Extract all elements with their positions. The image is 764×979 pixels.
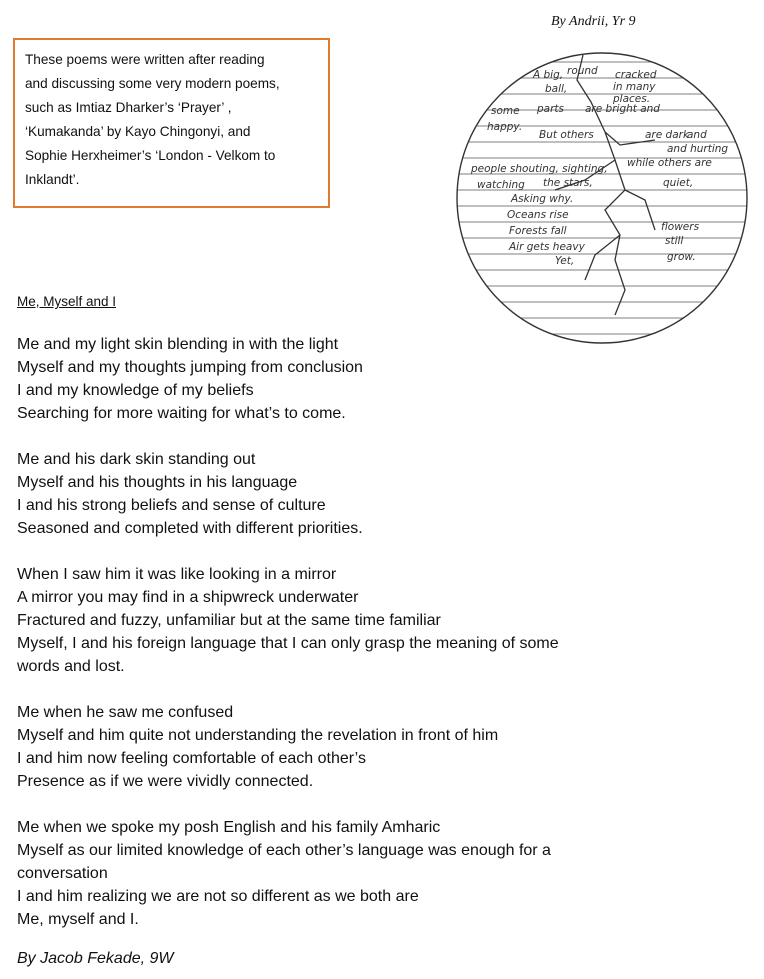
poem-line: Myself as our limited knowledge of each other’s language was enough for a	[17, 842, 551, 859]
hw-word: round	[567, 65, 598, 77]
poem-line: Presence as if we were vividly connected.	[17, 773, 314, 790]
stanza	[17, 816, 627, 931]
intro-line: These poems were written after reading	[25, 52, 265, 67]
poem-line: Fractured and fuzzy, unfamiliar but at the same time familiar	[17, 612, 441, 629]
cracked-ball-drawing	[455, 40, 764, 360]
intro-box	[13, 38, 330, 208]
hw-word: in many	[613, 81, 656, 93]
poem-line: Myself and him quite not understanding the revelation in front of him	[17, 727, 499, 744]
hw-word: people shouting, sighting,	[471, 163, 608, 175]
hw-word: cracked	[615, 69, 657, 81]
hw-word: Oceans rise	[507, 209, 569, 221]
hw-word: and hurting	[667, 143, 729, 155]
intro-line: Inklandt’.	[25, 172, 80, 187]
hw-word: are dark	[645, 129, 690, 141]
hw-word: grow.	[667, 251, 696, 263]
hw-word: ball,	[545, 83, 568, 95]
poem-line: Myself, I and his foreign language that I can only grasp the meaning of some	[17, 635, 559, 652]
stanza	[17, 333, 627, 425]
stanza	[17, 701, 627, 793]
poem-line: A mirror you may find in a shipwreck underwater	[17, 589, 359, 606]
hw-word: Air gets heavy	[509, 241, 585, 253]
poem-line: Me and his dark skin standing out	[17, 451, 256, 468]
poem-line: Me and my light skin blending in with the light	[17, 336, 339, 353]
drawing-attribution: By Andrii, Yr 9	[551, 14, 636, 29]
hw-word: some	[491, 105, 520, 117]
poem-line: Seasoned and completed with different priorities.	[17, 520, 363, 537]
hw-word: Forests fall	[509, 225, 567, 237]
poem-line: Myself and his thoughts in his language	[17, 474, 298, 491]
hw-word: while others are	[627, 157, 712, 169]
poem-line: Me when we spoke my posh English and his family Amharic	[17, 819, 441, 836]
poem-line: I and my knowledge of my beliefs	[17, 382, 254, 399]
poem-line: Me when he saw me confused	[17, 704, 234, 721]
hw-word: and	[687, 129, 707, 141]
hw-word: parts	[537, 103, 565, 115]
poem-line: conversation	[17, 865, 108, 882]
intro-line: ‘Kumakanda’ by Kayo Chingonyi, and	[25, 124, 251, 139]
poem-line: Me, myself and I.	[17, 911, 139, 928]
hw-word: places.	[613, 93, 651, 105]
hw-word: watching	[477, 179, 525, 191]
hw-word: But others	[539, 129, 594, 141]
poem-line: When I saw him it was like looking in a mirror	[17, 566, 337, 583]
hw-word: still	[665, 235, 684, 247]
stanza	[17, 448, 627, 540]
hw-word: Yet,	[555, 255, 575, 267]
poem-body	[17, 333, 627, 954]
intro-line: Sophie Herxheimer’s ‘London - Velkom to	[25, 148, 276, 163]
poem-line: Myself and my thoughts jumping from conclusion	[17, 359, 363, 376]
poem-line: I and him realizing we are not so different as we both are	[17, 888, 419, 905]
hw-word: are bright and	[585, 103, 660, 115]
poem-line: I and his strong beliefs and sense of culture	[17, 497, 326, 514]
hw-word: flowers	[661, 221, 700, 233]
poem-title: Me, Myself and I	[17, 294, 117, 309]
intro-line: such as Imtiaz Dharker’s ‘Prayer’ ,	[25, 100, 232, 115]
hw-word: Asking why.	[511, 193, 574, 205]
hw-word: A big,	[533, 69, 564, 81]
stanza	[17, 563, 627, 678]
intro-line: and discussing some very modern poems,	[25, 76, 280, 91]
poem-line: Searching for more waiting for what’s to come.	[17, 405, 346, 422]
poem-author: By Jacob Fekade, 9W	[17, 950, 174, 967]
hw-word: the stars,	[543, 177, 593, 189]
hw-word: quiet,	[663, 177, 694, 189]
poem-line: words and lost.	[17, 658, 125, 675]
poem-line: I and him now feeling comfortable of each other’s	[17, 750, 366, 767]
hw-word: happy.	[487, 121, 523, 133]
